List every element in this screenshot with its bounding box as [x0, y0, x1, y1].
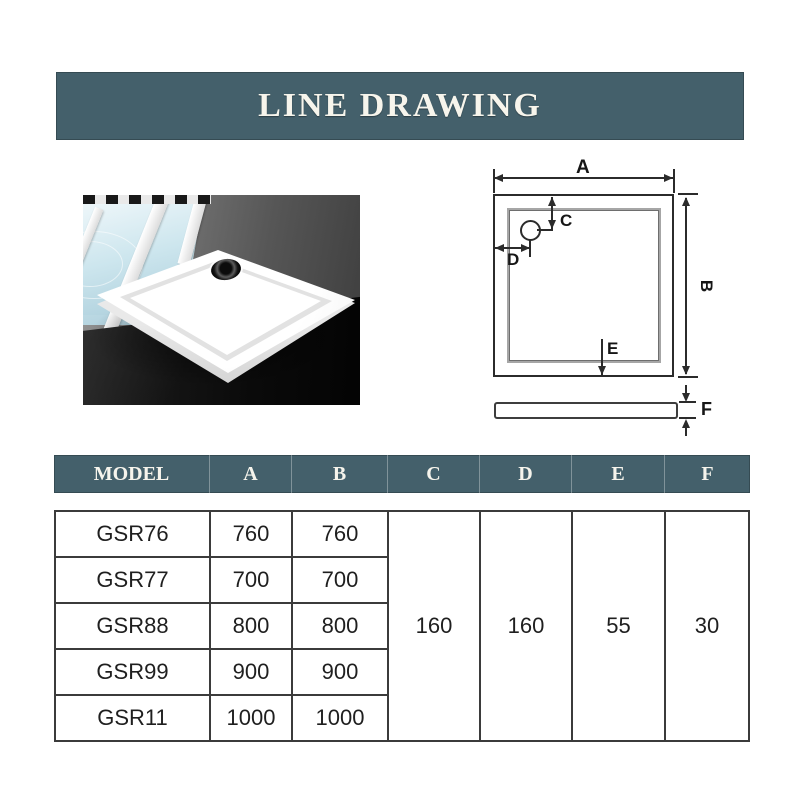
window-top-trim	[83, 195, 211, 204]
arrowhead	[548, 197, 556, 206]
dimension-label-a: A	[576, 157, 590, 178]
table-row	[55, 511, 749, 557]
dimension-line-b	[685, 198, 687, 374]
extension-line	[678, 376, 698, 378]
value-cell-b: 800	[292, 603, 388, 649]
title-band	[56, 72, 744, 140]
model-cell: GSR76	[55, 511, 210, 557]
extension-line	[673, 169, 675, 193]
model-cell: GSR77	[55, 557, 210, 603]
header-cell-a: A	[209, 455, 291, 493]
arrowhead	[548, 220, 556, 229]
extension-line	[537, 229, 553, 231]
value-cell-b: 1000	[292, 695, 388, 741]
arrowhead	[521, 244, 530, 252]
arrowhead	[664, 174, 673, 182]
value-cell-b: 700	[292, 557, 388, 603]
header-cell-e: E	[571, 455, 664, 493]
table-header-row	[54, 455, 750, 493]
value-cell-b: 900	[292, 649, 388, 695]
shared-cell-f: 30	[665, 511, 749, 741]
value-cell-a: 800	[210, 603, 292, 649]
value-cell-a: 700	[210, 557, 292, 603]
product-photo	[83, 195, 360, 405]
extension-line	[679, 401, 696, 403]
header-cell-d: D	[479, 455, 571, 493]
model-cell: GSR11	[55, 695, 210, 741]
page-title: LINE DRAWING	[258, 87, 542, 124]
value-cell-a: 900	[210, 649, 292, 695]
shared-cell-c: 160	[388, 511, 480, 741]
arrowhead	[682, 366, 690, 375]
arrowhead	[682, 197, 690, 206]
tray-side-view	[494, 402, 678, 419]
model-cell: GSR99	[55, 649, 210, 695]
arrowhead	[598, 366, 606, 375]
shared-cell-e: 55	[572, 511, 665, 741]
extension-line	[678, 193, 698, 195]
dimension-label-f: F	[701, 399, 712, 419]
header-cell-f: F	[664, 455, 750, 493]
dimension-label-c: C	[560, 211, 573, 230]
value-cell-a: 1000	[210, 695, 292, 741]
header-cell-b: B	[291, 455, 387, 493]
arrowhead	[494, 174, 503, 182]
dimension-label-b: B	[697, 279, 717, 293]
header-cell-c: C	[387, 455, 479, 493]
shared-cell-d: 160	[480, 511, 572, 741]
model-cell: GSR88	[55, 603, 210, 649]
arrowhead	[495, 244, 504, 252]
value-cell-b: 760	[292, 511, 388, 557]
extension-line	[685, 427, 687, 436]
spec-table	[54, 510, 750, 742]
value-cell-a: 760	[210, 511, 292, 557]
header-cell-model: MODEL	[93, 462, 170, 485]
dimension-label-e: E	[607, 339, 619, 358]
dimension-label-d: D	[507, 250, 520, 269]
